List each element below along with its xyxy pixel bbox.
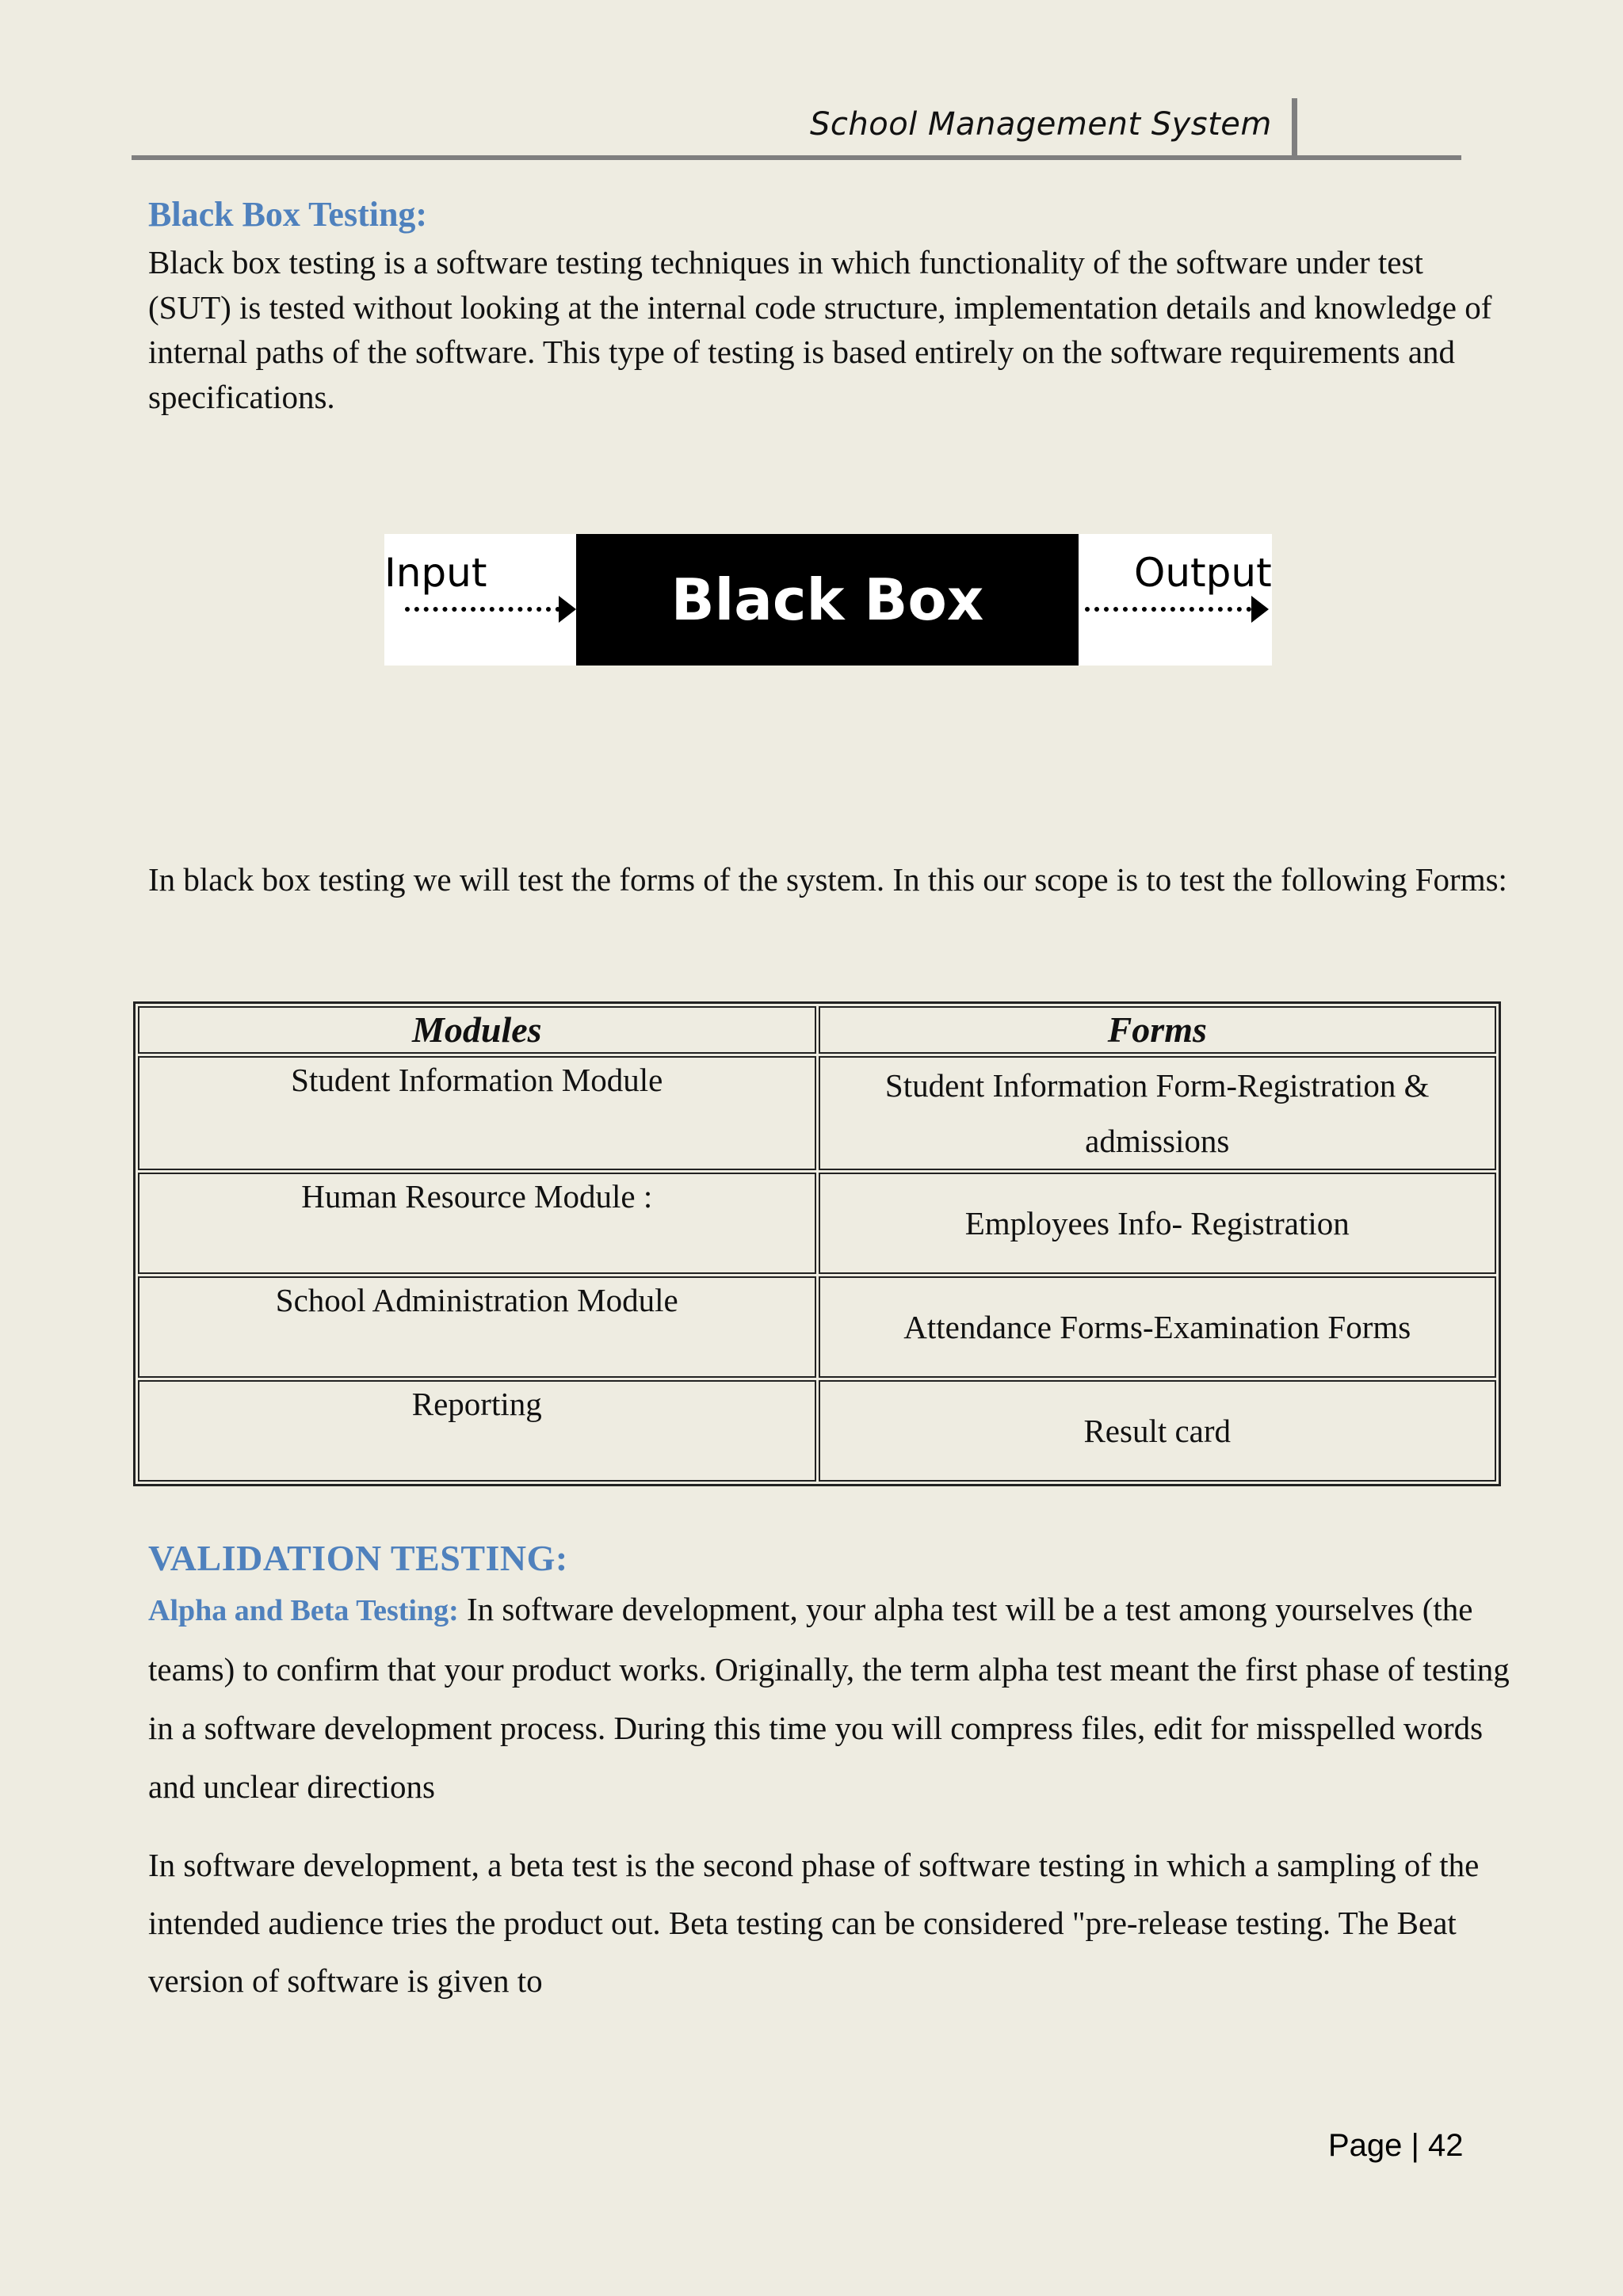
module-cell: Reporting (138, 1380, 816, 1482)
form-cell: Employees Info- Registration (819, 1173, 1497, 1274)
input-arrow (405, 607, 560, 612)
black-box-diagram (384, 534, 1272, 666)
table-row (138, 1056, 1496, 1170)
table-row (138, 1173, 1496, 1274)
header-title: School Management System (810, 106, 1272, 143)
header-forms: Forms (819, 1006, 1497, 1054)
alpha-beta-heading: Alpha and Beta Testing: (148, 1594, 459, 1627)
output-arrow-head-icon (1251, 596, 1269, 623)
input-arrow-head-icon (559, 596, 576, 623)
form-cell: Result card (819, 1380, 1497, 1482)
header-modules: Modules (138, 1006, 816, 1054)
form-cell: Student Information Form-Registration & admissions (819, 1056, 1497, 1170)
black-box-block (576, 534, 1079, 666)
page-number: Page | 42 (1328, 2128, 1464, 2163)
black-box-heading: Black Box Testing: (148, 195, 428, 234)
scope-paragraph: In black box testing we will test the forms of the system. In this our scope is to test the following Forms: (148, 861, 1507, 898)
table-row (138, 1276, 1496, 1378)
input-label: Input (384, 550, 487, 596)
forms-table (133, 1001, 1501, 1486)
form-cell: Attendance Forms-Examination Forms (819, 1276, 1497, 1378)
table-row (138, 1380, 1496, 1482)
validation-heading: VALIDATION TESTING: (148, 1538, 568, 1578)
alpha-paragraph (148, 1580, 1511, 1816)
beta-paragraph: In software development, a beta test is the second phase of software testing in which a sampling of the intended audience tries the product out. Beta testing can be considered "pre-release testing. The Beat version of software is given to (148, 1847, 1480, 1999)
header-tick (1292, 98, 1297, 157)
module-cell: School Administration Module (138, 1276, 816, 1378)
output-arrow (1085, 607, 1251, 612)
black-box-label: Black Box (670, 566, 984, 633)
alpha-text: In software development, your alpha test will be a test among yourselves (the teams) to confirm that your product works. Originally, the term alpha test meant the first phase of testing in a software development process. During this time you will compress files, edit for misspelled words and unclear directions (148, 1591, 1510, 1805)
module-cell: Human Resource Module : (138, 1173, 816, 1274)
header-rule (132, 155, 1461, 160)
black-box-paragraph: Black box testing is a software testing techniques in which functionality of the software under test (SUT) is tested without looking at the internal code structure, implementation details and knowledge of internal paths of the software. This type of testing is based entirely on the software requirements and specifications. (148, 244, 1492, 415)
table-header-row (138, 1006, 1496, 1054)
output-label: Output (1134, 550, 1272, 596)
module-cell: Student Information Module (138, 1056, 816, 1170)
